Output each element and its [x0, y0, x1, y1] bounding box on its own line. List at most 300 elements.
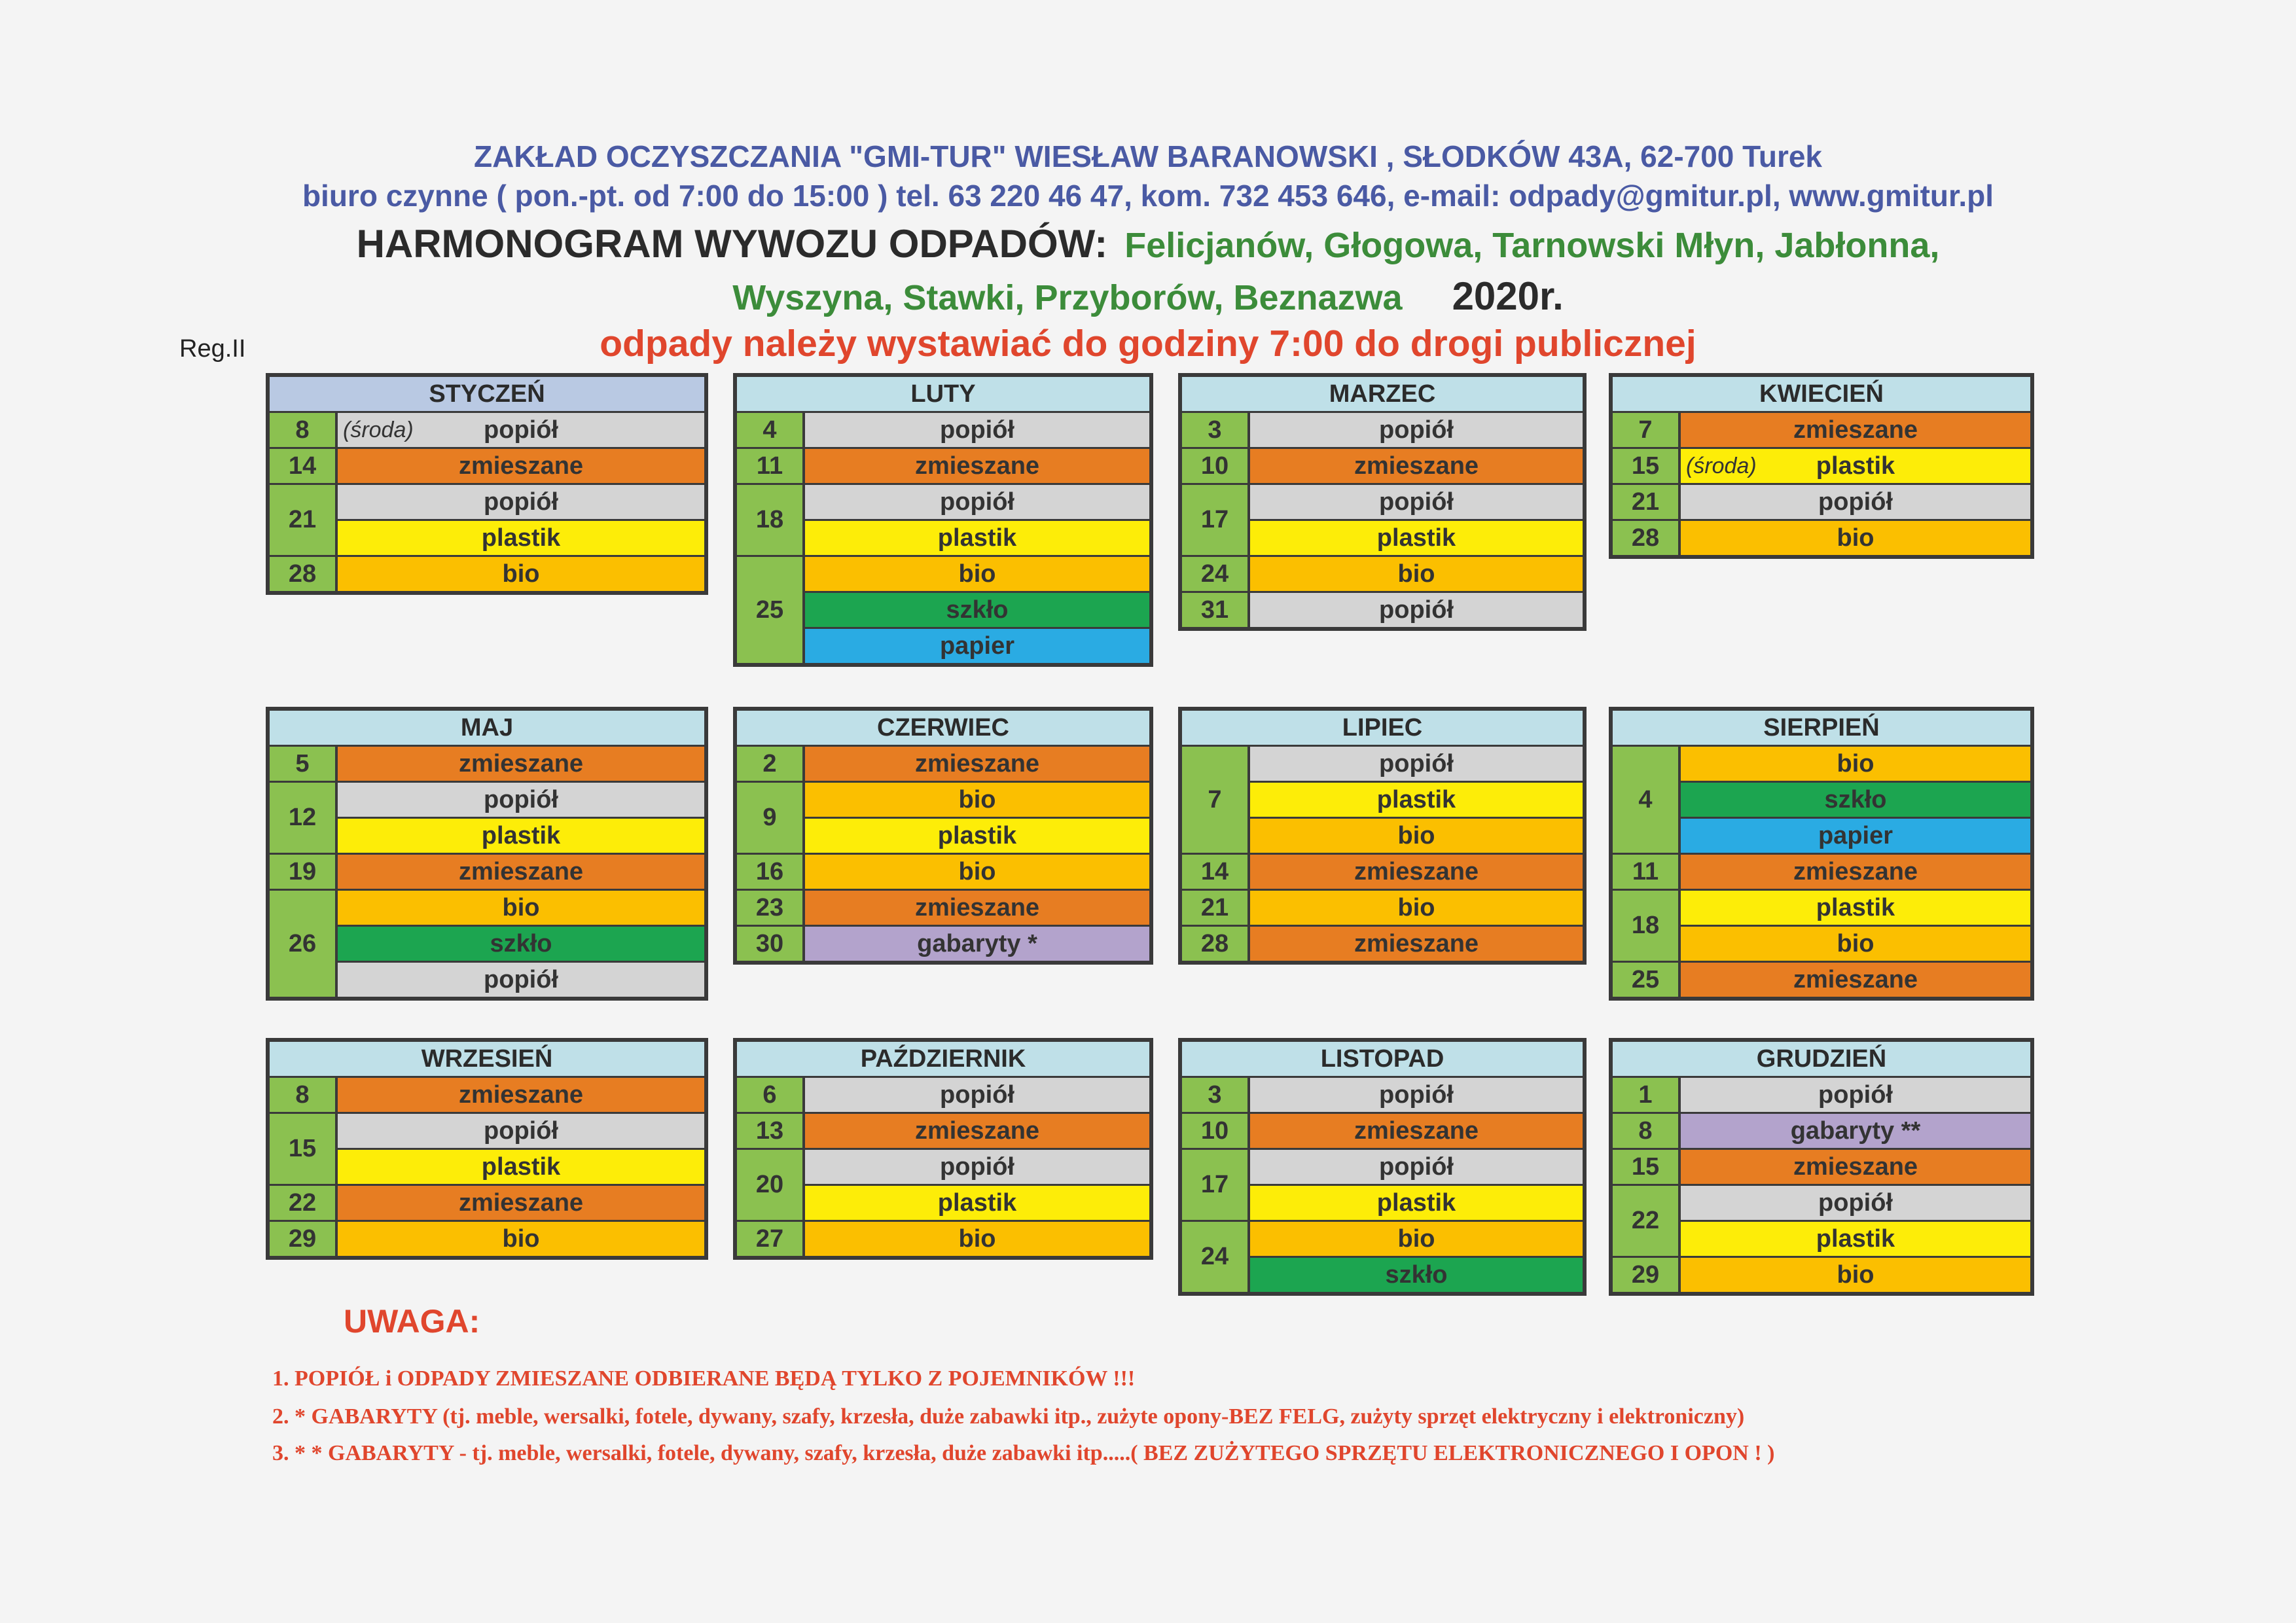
schedule-row [737, 413, 1149, 447]
waste-items [1681, 413, 2030, 447]
schedule-row [1182, 747, 1583, 853]
waste-label: plastik [1376, 786, 1456, 813]
waste-items [805, 927, 1149, 961]
schedule-row [737, 747, 1149, 781]
month-7 [1609, 707, 2034, 1001]
waste-label: popiół [1818, 1081, 1893, 1109]
waste-type-cell [1250, 557, 1583, 591]
day-cell: 13 [737, 1114, 805, 1148]
day-cell: 6 [737, 1078, 805, 1112]
waste-items [1250, 1114, 1583, 1148]
month-2 [1178, 373, 1587, 631]
waste-type-cell [805, 449, 1149, 483]
waste-type-cell [1681, 521, 2030, 555]
waste-type-cell [1681, 1078, 2030, 1112]
day-cell: 24 [1182, 1222, 1250, 1292]
month-9 [733, 1038, 1153, 1260]
month-body [737, 747, 1149, 961]
waste-items [805, 485, 1149, 555]
waste-type-cell [805, 891, 1149, 925]
day-cell: 5 [270, 747, 338, 781]
contact-line: biuro czynne ( pon.-pt. od 7:00 do 15:00 ) tel. 63 220 46 47, kom. 732 453 646, e-mail: odpady@gmitur.pl, www.gmitur.pl [302, 179, 1994, 213]
waste-items [805, 747, 1149, 781]
waste-items [805, 413, 1149, 447]
month-1 [733, 373, 1153, 667]
month-3 [1609, 373, 2034, 559]
day-cell: 23 [737, 891, 805, 925]
waste-type-cell [338, 891, 704, 925]
schedule-row [737, 1078, 1149, 1112]
month-body [1613, 413, 2030, 555]
schedule-row [1182, 447, 1583, 483]
schedule-row [1613, 1148, 2030, 1184]
waste-type-cell [1681, 747, 2030, 781]
waste-items [1250, 927, 1583, 961]
day-cell: 15 [1613, 1150, 1681, 1184]
waste-label: zmieszane [1793, 858, 1918, 885]
waste-type-cell [1681, 413, 2030, 447]
schedule-row [1613, 413, 2030, 447]
schedule-row [1182, 413, 1583, 447]
day-cell: 30 [737, 927, 805, 961]
waste-label: bio [502, 560, 540, 588]
waste-items [805, 783, 1149, 853]
waste-type-cell [338, 855, 704, 889]
waste-items [1681, 485, 2030, 519]
month-11 [1609, 1038, 2034, 1296]
waste-type-cell [1250, 1256, 1583, 1292]
waste-label: bio [1837, 524, 1874, 552]
places-line-1: Felicjanów, Głogowa, Tarnowski Młyn, Jabłonna, [1124, 226, 1940, 265]
waste-type-cell [805, 817, 1149, 853]
waste-items [1681, 855, 2030, 889]
waste-type-cell [338, 557, 704, 591]
waste-label: plastik [1376, 524, 1456, 552]
waste-type-cell [805, 1222, 1149, 1256]
company-line: ZAKŁAD OCZYSZCZANIA "GMI-TUR" WIESŁAW BARANOWSKI , SŁODKÓW 43A, 62-700 Turek [473, 139, 1823, 173]
waste-label: plastik [1816, 894, 1895, 921]
schedule-row [1182, 1220, 1583, 1292]
waste-label: zmieszane [914, 452, 1040, 480]
day-cell: 16 [737, 855, 805, 889]
day-cell: 25 [737, 557, 805, 663]
waste-label: popiół [940, 1081, 1014, 1109]
waste-type-cell [1681, 449, 2030, 483]
waste-label: plastik [937, 822, 1017, 849]
schedule-row [737, 1112, 1149, 1148]
day-cell: 22 [270, 1186, 338, 1220]
waste-label: szkło [490, 930, 552, 957]
waste-label: popiół [1379, 596, 1454, 624]
waste-items [1250, 891, 1583, 925]
waste-items [1250, 1078, 1583, 1112]
waste-label: bio [1837, 1261, 1874, 1289]
schedule-row [737, 889, 1149, 925]
waste-label: zmieszane [458, 750, 584, 777]
day-cell: 10 [1182, 449, 1250, 483]
month-title: SIERPIEŃ [1613, 711, 2030, 747]
day-cell: 3 [1182, 1078, 1250, 1112]
day-cell: 19 [270, 855, 338, 889]
waste-label: zmieszane [1354, 452, 1479, 480]
waste-type-cell [338, 413, 704, 447]
waste-type-cell [338, 747, 704, 781]
waste-label: bio [958, 1225, 996, 1253]
month-title: STYCZEŃ [270, 377, 704, 413]
schedule-row [270, 781, 704, 853]
waste-items [805, 1150, 1149, 1220]
waste-type-cell [805, 1078, 1149, 1112]
schedule-row [1613, 1184, 2030, 1256]
waste-label: gabaryty ** [1790, 1117, 1921, 1145]
day-cell: 20 [737, 1150, 805, 1220]
schedule-row [270, 555, 704, 591]
waste-type-cell [1250, 855, 1583, 889]
waste-type-cell [1681, 925, 2030, 961]
waste-items [1250, 449, 1583, 483]
waste-items [1250, 1222, 1583, 1292]
month-body [1613, 1078, 2030, 1292]
day-cell: 9 [737, 783, 805, 853]
schedule-row [737, 853, 1149, 889]
waste-label: bio [958, 786, 996, 813]
waste-label: plastik [481, 1153, 561, 1181]
waste-type-cell [1681, 781, 2030, 817]
month-10 [1178, 1038, 1587, 1296]
waste-type-cell [1250, 891, 1583, 925]
day-cell: 3 [1182, 413, 1250, 447]
waste-label: bio [1837, 930, 1874, 957]
waste-type-cell [1681, 891, 2030, 925]
day-cell: 29 [1613, 1258, 1681, 1292]
schedule-row [270, 1220, 704, 1256]
waste-label: zmieszane [914, 750, 1040, 777]
month-0 [266, 373, 708, 595]
waste-label: popiół [1818, 1189, 1893, 1217]
waste-label: popiół [484, 786, 558, 813]
schedule-row [1613, 1256, 2030, 1292]
waste-items [338, 1222, 704, 1256]
waste-type-cell [805, 1114, 1149, 1148]
waste-items [338, 485, 704, 555]
waste-type-cell [338, 485, 704, 519]
waste-label: plastik [1816, 1225, 1895, 1253]
schedule-row [737, 555, 1149, 663]
waste-label: plastik [1376, 1189, 1456, 1217]
day-cell: 29 [270, 1222, 338, 1256]
waste-items [1681, 1258, 2030, 1292]
waste-items [805, 855, 1149, 889]
waste-items [1681, 1114, 2030, 1148]
schedule-row [270, 447, 704, 483]
note-2: 2. * GABARYTY (tj. meble, wersalki, fotele, dywany, szafy, krzesła, duże zabawki itp., zużyte opony-BEZ FELG, zużyty sprzęt elektryczny i elektroniczny) [272, 1404, 1745, 1429]
day-cell: 15 [1613, 449, 1681, 483]
month-body [1613, 747, 2030, 997]
waste-label: bio [502, 1225, 540, 1253]
schedule-row [1182, 889, 1583, 925]
waste-type-cell [805, 747, 1149, 781]
day-cell: 11 [1613, 855, 1681, 889]
notes-heading: UWAGA: [344, 1303, 480, 1340]
waste-items [1250, 747, 1583, 853]
month-6 [1178, 707, 1587, 965]
schedule-title-line [0, 221, 2296, 266]
day-cell: 12 [270, 783, 338, 853]
waste-label: zmieszane [1793, 966, 1918, 993]
waste-type-cell [1250, 485, 1583, 519]
schedule-row [737, 781, 1149, 853]
waste-items [338, 855, 704, 889]
waste-items [1250, 1150, 1583, 1220]
day-cell: 1 [1613, 1078, 1681, 1112]
day-cell: 26 [270, 891, 338, 997]
schedule-row [1613, 853, 2030, 889]
waste-items [1681, 747, 2030, 853]
schedule-row [1613, 747, 2030, 853]
schedule-row [270, 747, 704, 781]
schedule-row [1182, 1112, 1583, 1148]
waste-type-cell [1250, 593, 1583, 627]
waste-label: zmieszane [914, 894, 1040, 921]
month-body [270, 747, 704, 997]
waste-type-cell [1681, 963, 2030, 997]
waste-type-cell [1250, 817, 1583, 853]
waste-label: zmieszane [914, 1117, 1040, 1145]
places-line-2: Wyszyna, Stawki, Przyborów, Beznazwa [732, 278, 1403, 317]
waste-type-cell [1250, 413, 1583, 447]
waste-type-cell [338, 1186, 704, 1220]
schedule-row [270, 1078, 704, 1112]
day-cell: 28 [1613, 521, 1681, 555]
waste-type-cell [1681, 1114, 2030, 1148]
note-1: 1. POPIÓŁ i ODPADY ZMIESZANE ODBIERANE BĘDĄ TYLKO Z POJEMNIKÓW !!! [272, 1366, 1136, 1391]
waste-items [805, 1114, 1149, 1148]
schedule-row [1182, 925, 1583, 961]
waste-type-cell [805, 557, 1149, 591]
waste-type-cell [805, 413, 1149, 447]
waste-items [1681, 1150, 2030, 1184]
waste-type-cell [1681, 817, 2030, 853]
waste-items [1250, 485, 1583, 555]
schedule-row [1613, 1112, 2030, 1148]
waste-label: szkło [1385, 1261, 1448, 1289]
waste-label: popiół [484, 416, 558, 444]
waste-type-cell [338, 961, 704, 997]
waste-items [1681, 1078, 2030, 1112]
waste-type-cell [805, 1184, 1149, 1220]
waste-type-cell [338, 1114, 704, 1148]
region-label: Reg.II [179, 335, 246, 363]
month-title: PAŹDZIERNIK [737, 1042, 1149, 1078]
waste-label: plastik [937, 524, 1017, 552]
waste-label: popiół [1379, 1081, 1454, 1109]
day-cell: 15 [270, 1114, 338, 1184]
waste-label: zmieszane [458, 1189, 584, 1217]
month-title: KWIECIEŃ [1613, 377, 2030, 413]
waste-label: popiół [484, 1117, 558, 1145]
waste-type-cell [1681, 1220, 2030, 1256]
waste-items [1250, 413, 1583, 447]
waste-type-cell [805, 855, 1149, 889]
waste-items [338, 1078, 704, 1112]
month-4 [266, 707, 708, 1001]
month-title: GRUDZIEŃ [1613, 1042, 2030, 1078]
day-cell: 8 [1613, 1114, 1681, 1148]
waste-items [1681, 521, 2030, 555]
schedule-row [270, 1112, 704, 1184]
day-cell: 14 [1182, 855, 1250, 889]
waste-label: szkło [946, 596, 1009, 624]
day-cell: 11 [737, 449, 805, 483]
waste-type-cell [1250, 1184, 1583, 1220]
waste-label: zmieszane [458, 1081, 584, 1109]
weekday-note: (środa) [1686, 454, 1757, 478]
waste-label: bio [958, 858, 996, 885]
waste-items [1681, 449, 2030, 483]
waste-type-cell [1250, 449, 1583, 483]
waste-label: papier [1818, 822, 1893, 849]
day-cell: 21 [1182, 891, 1250, 925]
waste-items [1681, 891, 2030, 961]
waste-label: szkło [1824, 786, 1887, 813]
waste-label: popiół [940, 416, 1014, 444]
waste-label: zmieszane [458, 858, 584, 885]
schedule-row [1613, 1078, 2030, 1112]
waste-items [805, 449, 1149, 483]
waste-type-cell [805, 485, 1149, 519]
waste-items [805, 1222, 1149, 1256]
day-cell: 17 [1182, 1150, 1250, 1220]
waste-label: zmieszane [1354, 1117, 1479, 1145]
schedule-row [270, 889, 704, 997]
day-cell: 21 [1613, 485, 1681, 519]
waste-type-cell [338, 1222, 704, 1256]
schedule-row [270, 1184, 704, 1220]
waste-type-cell [338, 925, 704, 961]
day-cell: 8 [270, 1078, 338, 1112]
waste-items [338, 413, 704, 447]
waste-label: zmieszane [1793, 1153, 1918, 1181]
waste-items [338, 747, 704, 781]
month-title: LUTY [737, 377, 1149, 413]
schedule-row [1182, 483, 1583, 555]
schedule-row [1182, 555, 1583, 591]
schedule-row [270, 483, 704, 555]
places-line-2-row [0, 274, 2296, 319]
waste-type-cell [1250, 747, 1583, 781]
instruction: odpady należy wystawiać do godziny 7:00 do drogi publicznej [600, 323, 1696, 365]
waste-items [1681, 963, 2030, 997]
waste-items [1250, 855, 1583, 889]
waste-label: bio [502, 894, 540, 921]
month-body [737, 1078, 1149, 1256]
waste-label: popiół [1379, 1153, 1454, 1181]
waste-label: plastik [481, 524, 561, 552]
day-cell: 28 [270, 557, 338, 591]
schedule-row [737, 1220, 1149, 1256]
day-cell: 18 [737, 485, 805, 555]
waste-type-cell [1250, 1150, 1583, 1184]
waste-label: popiół [1818, 488, 1893, 516]
waste-items [1250, 593, 1583, 627]
waste-label: bio [1397, 822, 1435, 849]
month-8 [266, 1038, 708, 1260]
day-cell: 7 [1182, 747, 1250, 853]
waste-items [805, 891, 1149, 925]
waste-label: gabaryty * [917, 930, 1037, 957]
waste-label: popiół [484, 488, 558, 516]
schedule-row [1613, 889, 2030, 961]
waste-type-cell [1681, 1186, 2030, 1220]
waste-label: popiół [940, 488, 1014, 516]
waste-items [338, 557, 704, 591]
waste-label: popiół [1379, 750, 1454, 777]
waste-label: papier [939, 632, 1015, 660]
waste-type-cell [1250, 519, 1583, 555]
waste-items [338, 449, 704, 483]
waste-type-cell [338, 783, 704, 817]
waste-label: bio [1837, 750, 1874, 777]
waste-type-cell [1681, 485, 2030, 519]
year: 2020r. [1452, 274, 1564, 318]
waste-label: zmieszane [1354, 930, 1479, 957]
waste-type-cell [1250, 1114, 1583, 1148]
day-cell: 17 [1182, 485, 1250, 555]
month-title: LIPIEC [1182, 711, 1583, 747]
waste-label: plastik [1816, 452, 1895, 480]
month-title: LISTOPAD [1182, 1042, 1583, 1078]
note-3: 3. * * GABARYTY - tj. meble, wersalki, fotele, dywany, szafy, krzesła, duże zabawki itp.....( BEZ ZUŻYTEGO SPRZĘTU ELEKTRONICZNEGO I OPON ! ) [272, 1441, 1775, 1465]
waste-type-cell [805, 927, 1149, 961]
waste-label: bio [958, 560, 996, 588]
month-body [1182, 747, 1583, 961]
day-cell: 31 [1182, 593, 1250, 627]
waste-label: bio [1397, 894, 1435, 921]
waste-label: plastik [937, 1189, 1017, 1217]
waste-type-cell [805, 1150, 1149, 1184]
waste-type-cell [338, 1078, 704, 1112]
waste-label: plastik [481, 822, 561, 849]
waste-label: popiół [940, 1153, 1014, 1181]
waste-items [338, 783, 704, 853]
waste-items [338, 891, 704, 997]
month-body [270, 413, 704, 591]
waste-type-cell [338, 817, 704, 853]
schedule-row [1182, 591, 1583, 627]
waste-label: bio [1397, 1225, 1435, 1253]
waste-type-cell [1681, 1258, 2030, 1292]
day-cell: 27 [737, 1222, 805, 1256]
waste-label: zmieszane [1793, 416, 1918, 444]
waste-type-cell [338, 1148, 704, 1184]
day-cell: 24 [1182, 557, 1250, 591]
schedule-row [270, 853, 704, 889]
waste-label: zmieszane [458, 452, 584, 480]
month-body [1182, 413, 1583, 627]
waste-type-cell [338, 519, 704, 555]
month-body [737, 413, 1149, 663]
waste-items [805, 1078, 1149, 1112]
waste-type-cell [805, 519, 1149, 555]
day-cell: 4 [737, 413, 805, 447]
waste-label: popiół [484, 966, 558, 993]
schedule-row [737, 483, 1149, 555]
month-title: CZERWIEC [737, 711, 1149, 747]
schedule-row [1182, 1078, 1583, 1112]
schedule-row [737, 1148, 1149, 1220]
schedule-row [270, 413, 704, 447]
day-cell: 10 [1182, 1114, 1250, 1148]
